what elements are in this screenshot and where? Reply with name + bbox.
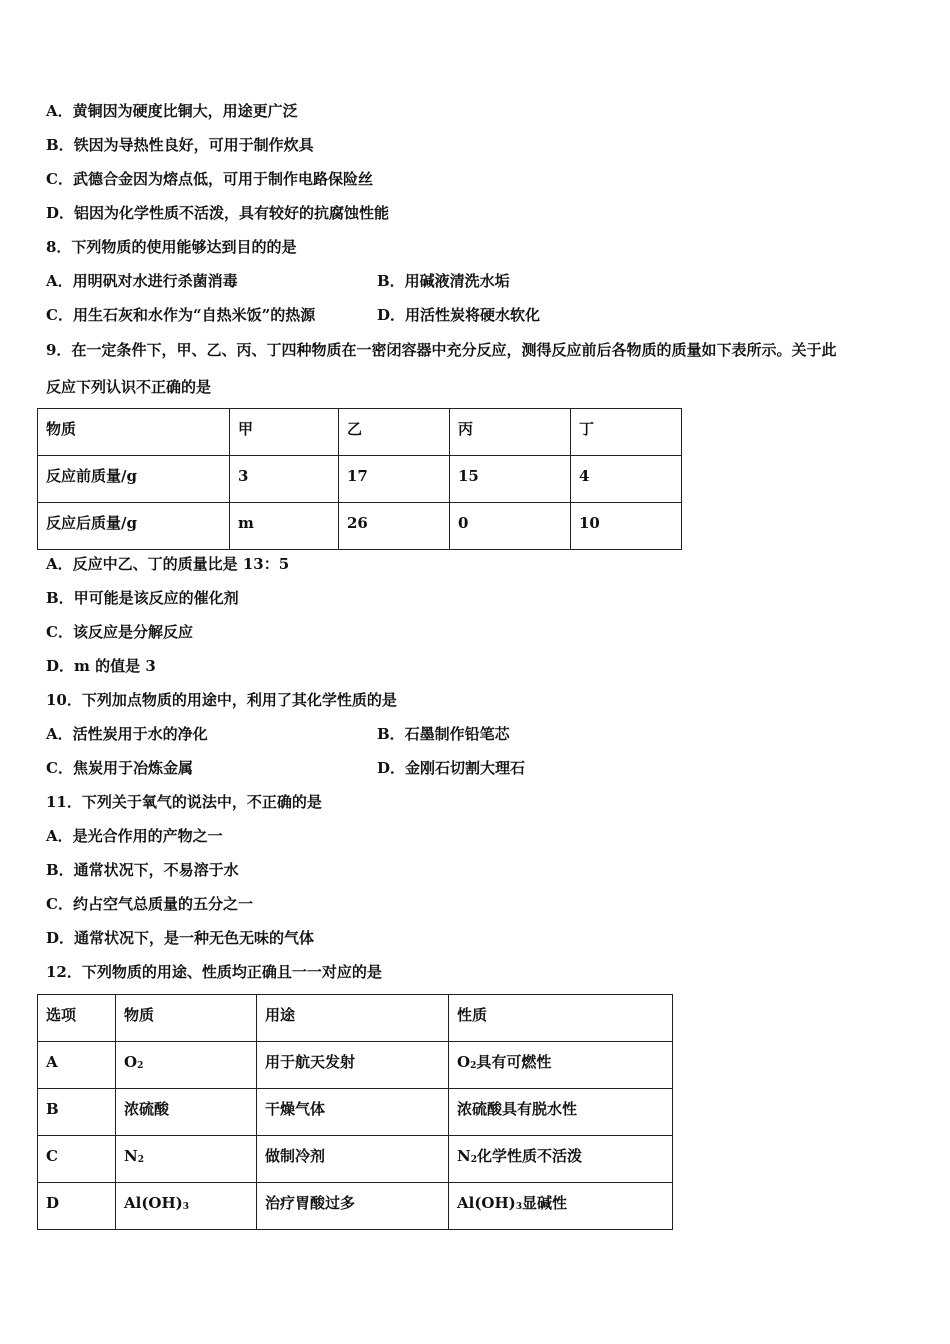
q9-stem-line2: 反应下列认识不正确的是 — [46, 378, 212, 396]
q10-option-d: D．金刚石切割大理石 — [377, 759, 526, 777]
q7-option-c: C．武德合金因为熔点低，可用于制作电路保险丝 — [46, 170, 373, 188]
table-cell: 4 — [579, 467, 590, 485]
table-row — [38, 1136, 673, 1183]
table-header-cell: 用途 — [265, 1006, 296, 1024]
q10-option-c: C．焦炭用于冶炼金属 — [46, 759, 193, 777]
q10-option-a: A．活性炭用于水的净化 — [46, 725, 208, 743]
q12-options-table — [37, 994, 673, 1230]
table-cell: 3 — [238, 467, 249, 485]
table-cell: $Al(OH)_3$显碱性 — [457, 1194, 568, 1212]
table-cell: 15 — [458, 467, 479, 485]
q9-option-b: B．甲可能是该反应的催化剂 — [46, 589, 239, 607]
q8-option-a: A．用明矾对水进行杀菌消毒 — [46, 272, 238, 290]
q7-option-a: A．黄铜因为硬度比铜大，用途更广泛 — [46, 102, 298, 120]
q11-option-c: C．约占空气总质量的五分之一 — [46, 895, 253, 913]
table-row — [38, 1042, 673, 1089]
q11-option-d: D．通常状况下，是一种无色无味的气体 — [46, 929, 315, 947]
table-header-cell: 乙 — [347, 420, 363, 438]
table-cell: 26 — [347, 514, 368, 532]
table-cell: $Al(OH)_3$ — [124, 1194, 190, 1212]
table-row — [38, 456, 682, 503]
table-header-cell: 丁 — [579, 420, 595, 438]
q8-option-b: B．用碱液清洗水垢 — [377, 272, 510, 290]
table-cell: 0 — [458, 514, 469, 532]
q9-mass-table — [37, 408, 682, 550]
table-row — [38, 503, 682, 550]
table-cell: 反应前质量/g — [46, 467, 137, 485]
table-cell: 用于航天发射 — [265, 1053, 356, 1071]
q7-option-d: D．铝因为化学性质不活泼，具有较好的抗腐蚀性能 — [46, 204, 390, 222]
table-cell: m — [238, 514, 254, 532]
q10-stem: 10．下列加点物质的用途中，利用了其化学性质的是 — [46, 691, 397, 709]
table-cell: 做制冷剂 — [265, 1147, 326, 1165]
table-row — [38, 995, 673, 1042]
table-header-cell: 物质 — [46, 420, 77, 438]
q12-stem: 12．下列物质的用途、性质均正确且一一对应的是 — [46, 963, 382, 981]
table-row — [38, 409, 682, 456]
table-cell: 反应后质量/g — [46, 514, 137, 532]
table-header-cell: 物质 — [124, 1006, 155, 1024]
table-cell: 17 — [347, 467, 368, 485]
table-header-cell: 性质 — [457, 1006, 488, 1024]
table-cell: $N_2$ — [124, 1147, 144, 1165]
table-cell: 治疗胃酸过多 — [265, 1194, 356, 1212]
table-cell: $N_2$化学性质不活泼 — [457, 1147, 582, 1165]
q9-stem-line1: 9．在一定条件下，甲、乙、丙、丁四种物质在一密闭容器中充分反应，测得反应前后各物质的质量如下表所示。关于此 — [46, 341, 837, 359]
q9-option-c: C．该反应是分解反应 — [46, 623, 193, 641]
table-cell: $O_2$ — [124, 1053, 144, 1071]
table-header-cell: 选项 — [46, 1006, 77, 1024]
q9-option-a: A．反应中乙、丁的质量比是 13：5 — [46, 555, 290, 573]
table-cell: 10 — [579, 514, 600, 532]
q10-option-b: B．石墨制作铅笔芯 — [377, 725, 510, 743]
table-cell: 浓硫酸具有脱水性 — [457, 1100, 578, 1118]
table-header-cell: 丙 — [458, 420, 474, 438]
q8-option-d: D．用活性炭将硬水软化 — [377, 306, 541, 324]
table-cell: 干燥气体 — [265, 1100, 326, 1118]
table-cell: A — [46, 1053, 58, 1071]
q11-option-b: B．通常状况下，不易溶于水 — [46, 861, 239, 879]
q9-option-d: D．m 的值是 3 — [46, 657, 156, 675]
table-cell: 浓硫酸 — [124, 1100, 170, 1118]
q11-option-a: A．是光合作用的产物之一 — [46, 827, 223, 845]
table-cell: B — [46, 1100, 59, 1118]
q8-option-c: C．用生石灰和水作为“自热米饭”的热源 — [46, 306, 316, 324]
table-cell: $O_2$具有可燃性 — [457, 1053, 552, 1071]
q8-stem: 8．下列物质的使用能够达到目的的是 — [46, 238, 297, 256]
table-cell: D — [46, 1194, 60, 1212]
table-cell: C — [46, 1147, 58, 1165]
table-row — [38, 1089, 673, 1136]
table-row — [38, 1183, 673, 1230]
table-header-cell: 甲 — [238, 420, 254, 438]
q11-stem: 11．下列关于氧气的说法中，不正确的是 — [46, 793, 322, 811]
q7-option-b: B．铁因为导热性良好，可用于制作炊具 — [46, 136, 314, 154]
